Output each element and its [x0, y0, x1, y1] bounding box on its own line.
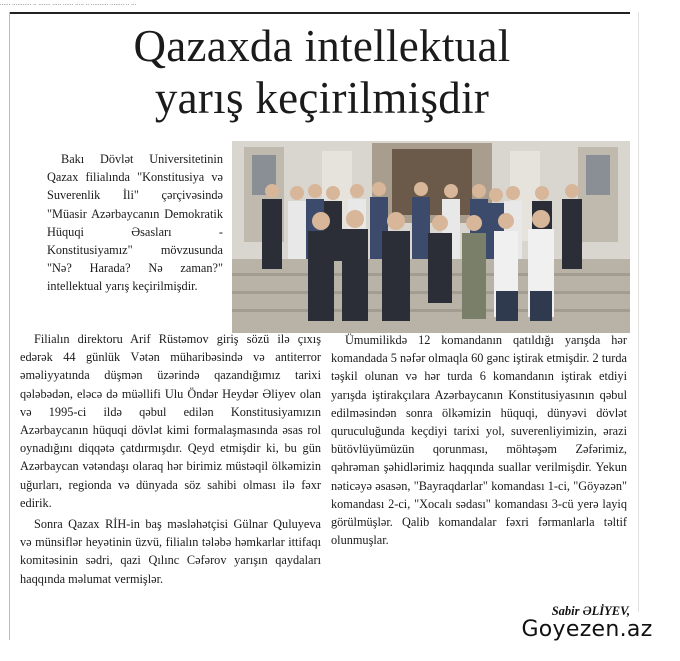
right-paragraph-1: Ümumilikdə 12 komandanın qatıldığı yarışda hər komandada 5 nəfər olmaqla 60 gənc iştirak etmişdir. 2 turda təşkil olunan və hər turda 6 komandanın iştirak etdiyi yarışda iştirakçılara Azərbaycanın Konstitusiyasının qəbul edilməsindən sonra ölkəmizin hüquqi, dünyəvi dövlət quruculuğunda keçdiyi tarixi yol, suverenliyimizin, ərazi bütövlüyümüzün qorunması, möhtəşəm Zəfərimiz, qəhrəman şəhidlərimiz haqqında suallar verilmişdir. Yekun nəticəyə əsasən, "Bayraqdarlar" komandası 1-ci, "Göyəzən" komandası 2-ci, "Xocalı sədası" komandası 3-cü yerə layiq görülmüşlər. Qalib komandalar fəxri fərmanlarla təltif olunmuşlar.: [331, 333, 627, 548]
left-paragraph-2: Sonra Qazax RİH-in baş məsləhətçisi Gülnar Quluyeva və münsiflər heyətinin üzvü, filialın tələbə həmkarlar ittifaqı komitəsinin sədri, qazi Qılınc Cəfərov yarışın qaydaları haqqında məlumat vermişlər.: [20, 517, 321, 586]
headline-line-1: Qazaxda intellektual: [133, 21, 511, 71]
right-edge-rule: [638, 12, 639, 612]
intro-paragraph-block: [47, 150, 223, 296]
site-watermark: Goyezen.az: [521, 617, 653, 642]
top-rule: [10, 12, 630, 14]
group-photo-illustration: [232, 141, 630, 333]
author-byline: Sabir ƏLİYEV,: [551, 604, 630, 618]
left-paragraph-1: Filialın direktoru Arif Rüstəmov giriş sözü ilə çıxış edərək 44 günlük Vətən müharibəsində və antiterror əməliyyatında düşmən üzərində qazandığımız tarixi qələbədən, eləcə də müəllifi Ulu Öndər Heydər Əliyev olan və 1995-ci ildə qəbul edilən Konstitusiyamızın Azərbaycanın hüquqi dövlət kimi formalaşmasında əsas rol oynadığını diqqətə çatdırmışdır. Qeyd etmişdir ki, bu gün Azərbaycan vətəndaşı olaraq hər birimiz müstəqil ölkəmizin uğurları, regionda və dünyada söz sahibi olması ilə fəxr edirik.: [20, 332, 321, 510]
group-photo: [232, 141, 630, 333]
top-strip-cutoff-text: ...... ........... .. ....... ..... ...... ..... .. .......... ........ .. ...: [0, 0, 137, 6]
headline-line-2: yarış keçirilmişdir: [154, 73, 490, 123]
left-column: [20, 330, 321, 588]
intro-paragraph: Bakı Dövlət Universitetinin Qazax filialında "Konstitusiya və Suverenlik İli" çərçivəsində "Müasir Azərbaycanın Demokratik Hüquqi Əsasları - Konstitusiyamız" mövzusunda "Nə? Harada? Nə zaman?" intellektual yarış keçirilmişdir.: [47, 152, 223, 294]
headline: [20, 20, 624, 124]
right-column: [331, 331, 627, 549]
left-column-rule: [9, 12, 10, 640]
